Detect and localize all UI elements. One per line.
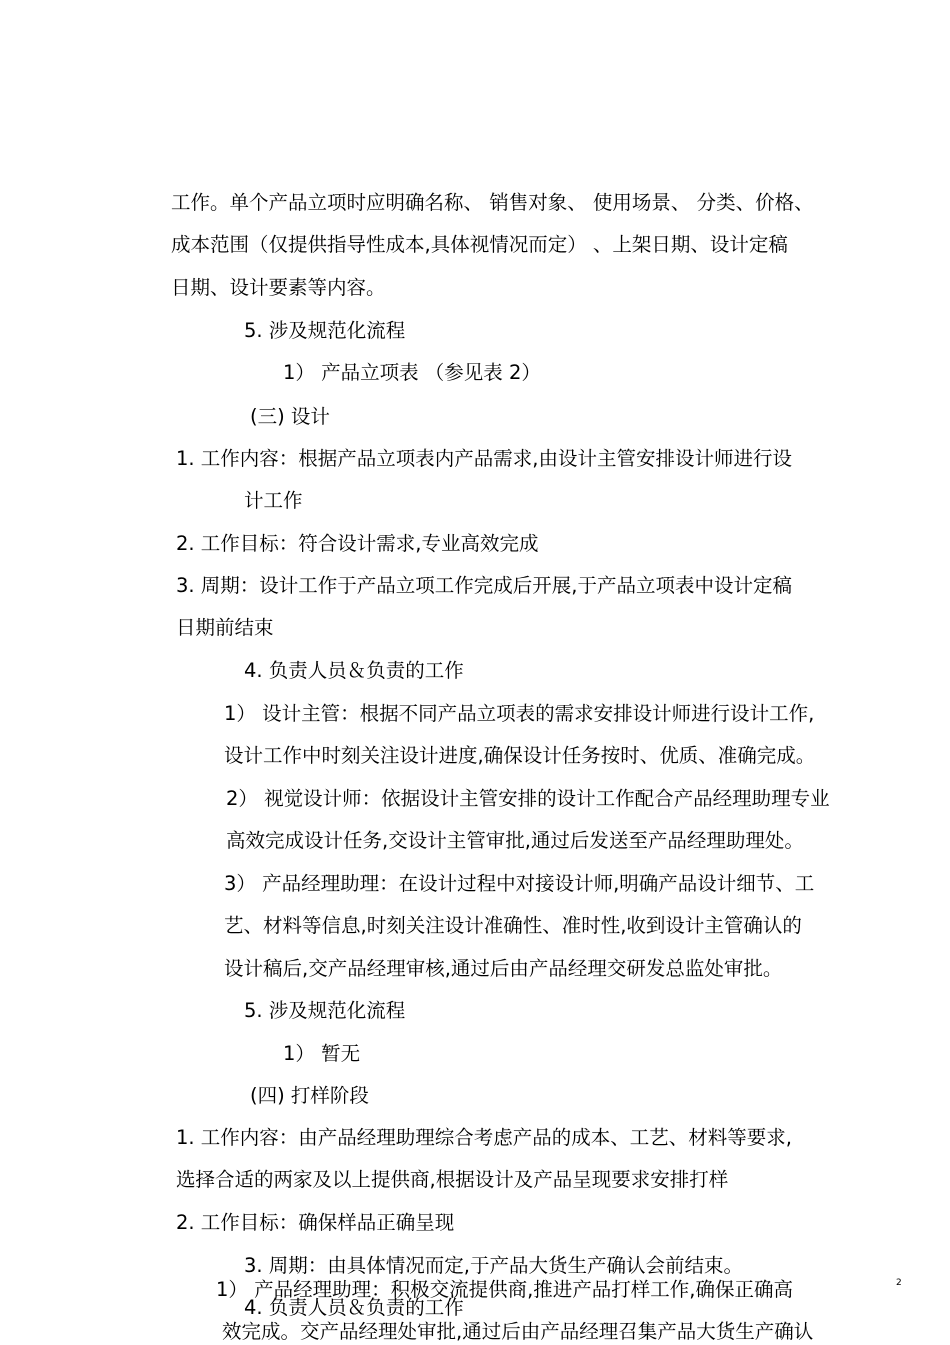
page-number: 2	[896, 1278, 902, 1288]
body-text-line: 工作。单个产品立项时应明确名称、 销售对象、 使用场景、 分类、价格、	[171, 191, 814, 214]
body-text-line: 效完成。交产品经理处审批,通过后由产品经理召集产品大货生产确认	[222, 1320, 814, 1343]
sub-item: 1） 产品经理助理：积极交流提供商,推进产品打样工作,确保正确高	[216, 1278, 794, 1301]
numbered-heading: 4. 负责人员＆负责的工作	[244, 659, 464, 682]
body-text-line: 日期前结束	[176, 616, 274, 639]
sub-item: 2） 视觉设计师：依据设计主管安排的设计工作配合产品经理助理专业	[226, 787, 830, 810]
sub-item: 1） 暂无	[283, 1042, 361, 1065]
numbered-heading: 3. 周期：由具体情况而定,于产品大货生产确认会前结束。	[244, 1254, 744, 1277]
numbered-item: 2. 工作目标：确保样品正确呈现	[176, 1211, 455, 1234]
body-text-line: 设计工作中时刻关注设计进度,确保设计任务按时、优质、准确完成。	[224, 744, 816, 767]
section-heading: (四) 打样阶段	[250, 1084, 369, 1107]
body-text-line: 成本范围（仅提供指导性成本,具体视情况而定） 、上架日期、设计定稿	[171, 233, 788, 256]
numbered-heading: 5. 涉及规范化流程	[244, 319, 406, 342]
body-text-line: 设计稿后,交产品经理审核,通过后由产品经理交研发总监处审批。	[224, 957, 783, 980]
section-heading: (三) 设计	[250, 405, 330, 428]
body-text-line: 选择合适的两家及以上提供商,根据设计及产品呈现要求安排打样	[176, 1168, 729, 1191]
body-text-line: 日期、设计要素等内容。	[171, 276, 386, 299]
numbered-heading: 4. 负责人员＆负责的工作	[244, 1296, 464, 1319]
numbered-item: 3. 周期：设计工作于产品立项工作完成后开展,于产品立项表中设计定稿	[176, 574, 793, 597]
sub-item: 1） 产品立项表 （参见表 2）	[283, 361, 541, 384]
numbered-item: 1. 工作内容：由产品经理助理综合考虑产品的成本、工艺、材料等要求,	[176, 1126, 793, 1149]
sub-item: 3） 产品经理助理：在设计过程中对接设计师,明确产品设计细节、工	[224, 872, 815, 895]
numbered-item: 2. 工作目标：符合设计需求,专业高效完成	[176, 532, 539, 555]
numbered-heading: 5. 涉及规范化流程	[244, 999, 406, 1022]
numbered-item: 1. 工作内容：根据产品立项表内产品需求,由设计主管安排设计师进行设	[176, 447, 793, 470]
body-text-line: 计工作	[244, 489, 303, 512]
body-text-line: 艺、材料等信息,时刻关注设计准确性、准时性,收到设计主管确认的	[224, 914, 802, 937]
sub-item: 1） 设计主管：根据不同产品立项表的需求安排设计师进行设计工作,	[224, 702, 815, 725]
body-text-line: 高效完成设计任务,交设计主管审批,通过后发送至产品经理助理处。	[226, 829, 804, 852]
